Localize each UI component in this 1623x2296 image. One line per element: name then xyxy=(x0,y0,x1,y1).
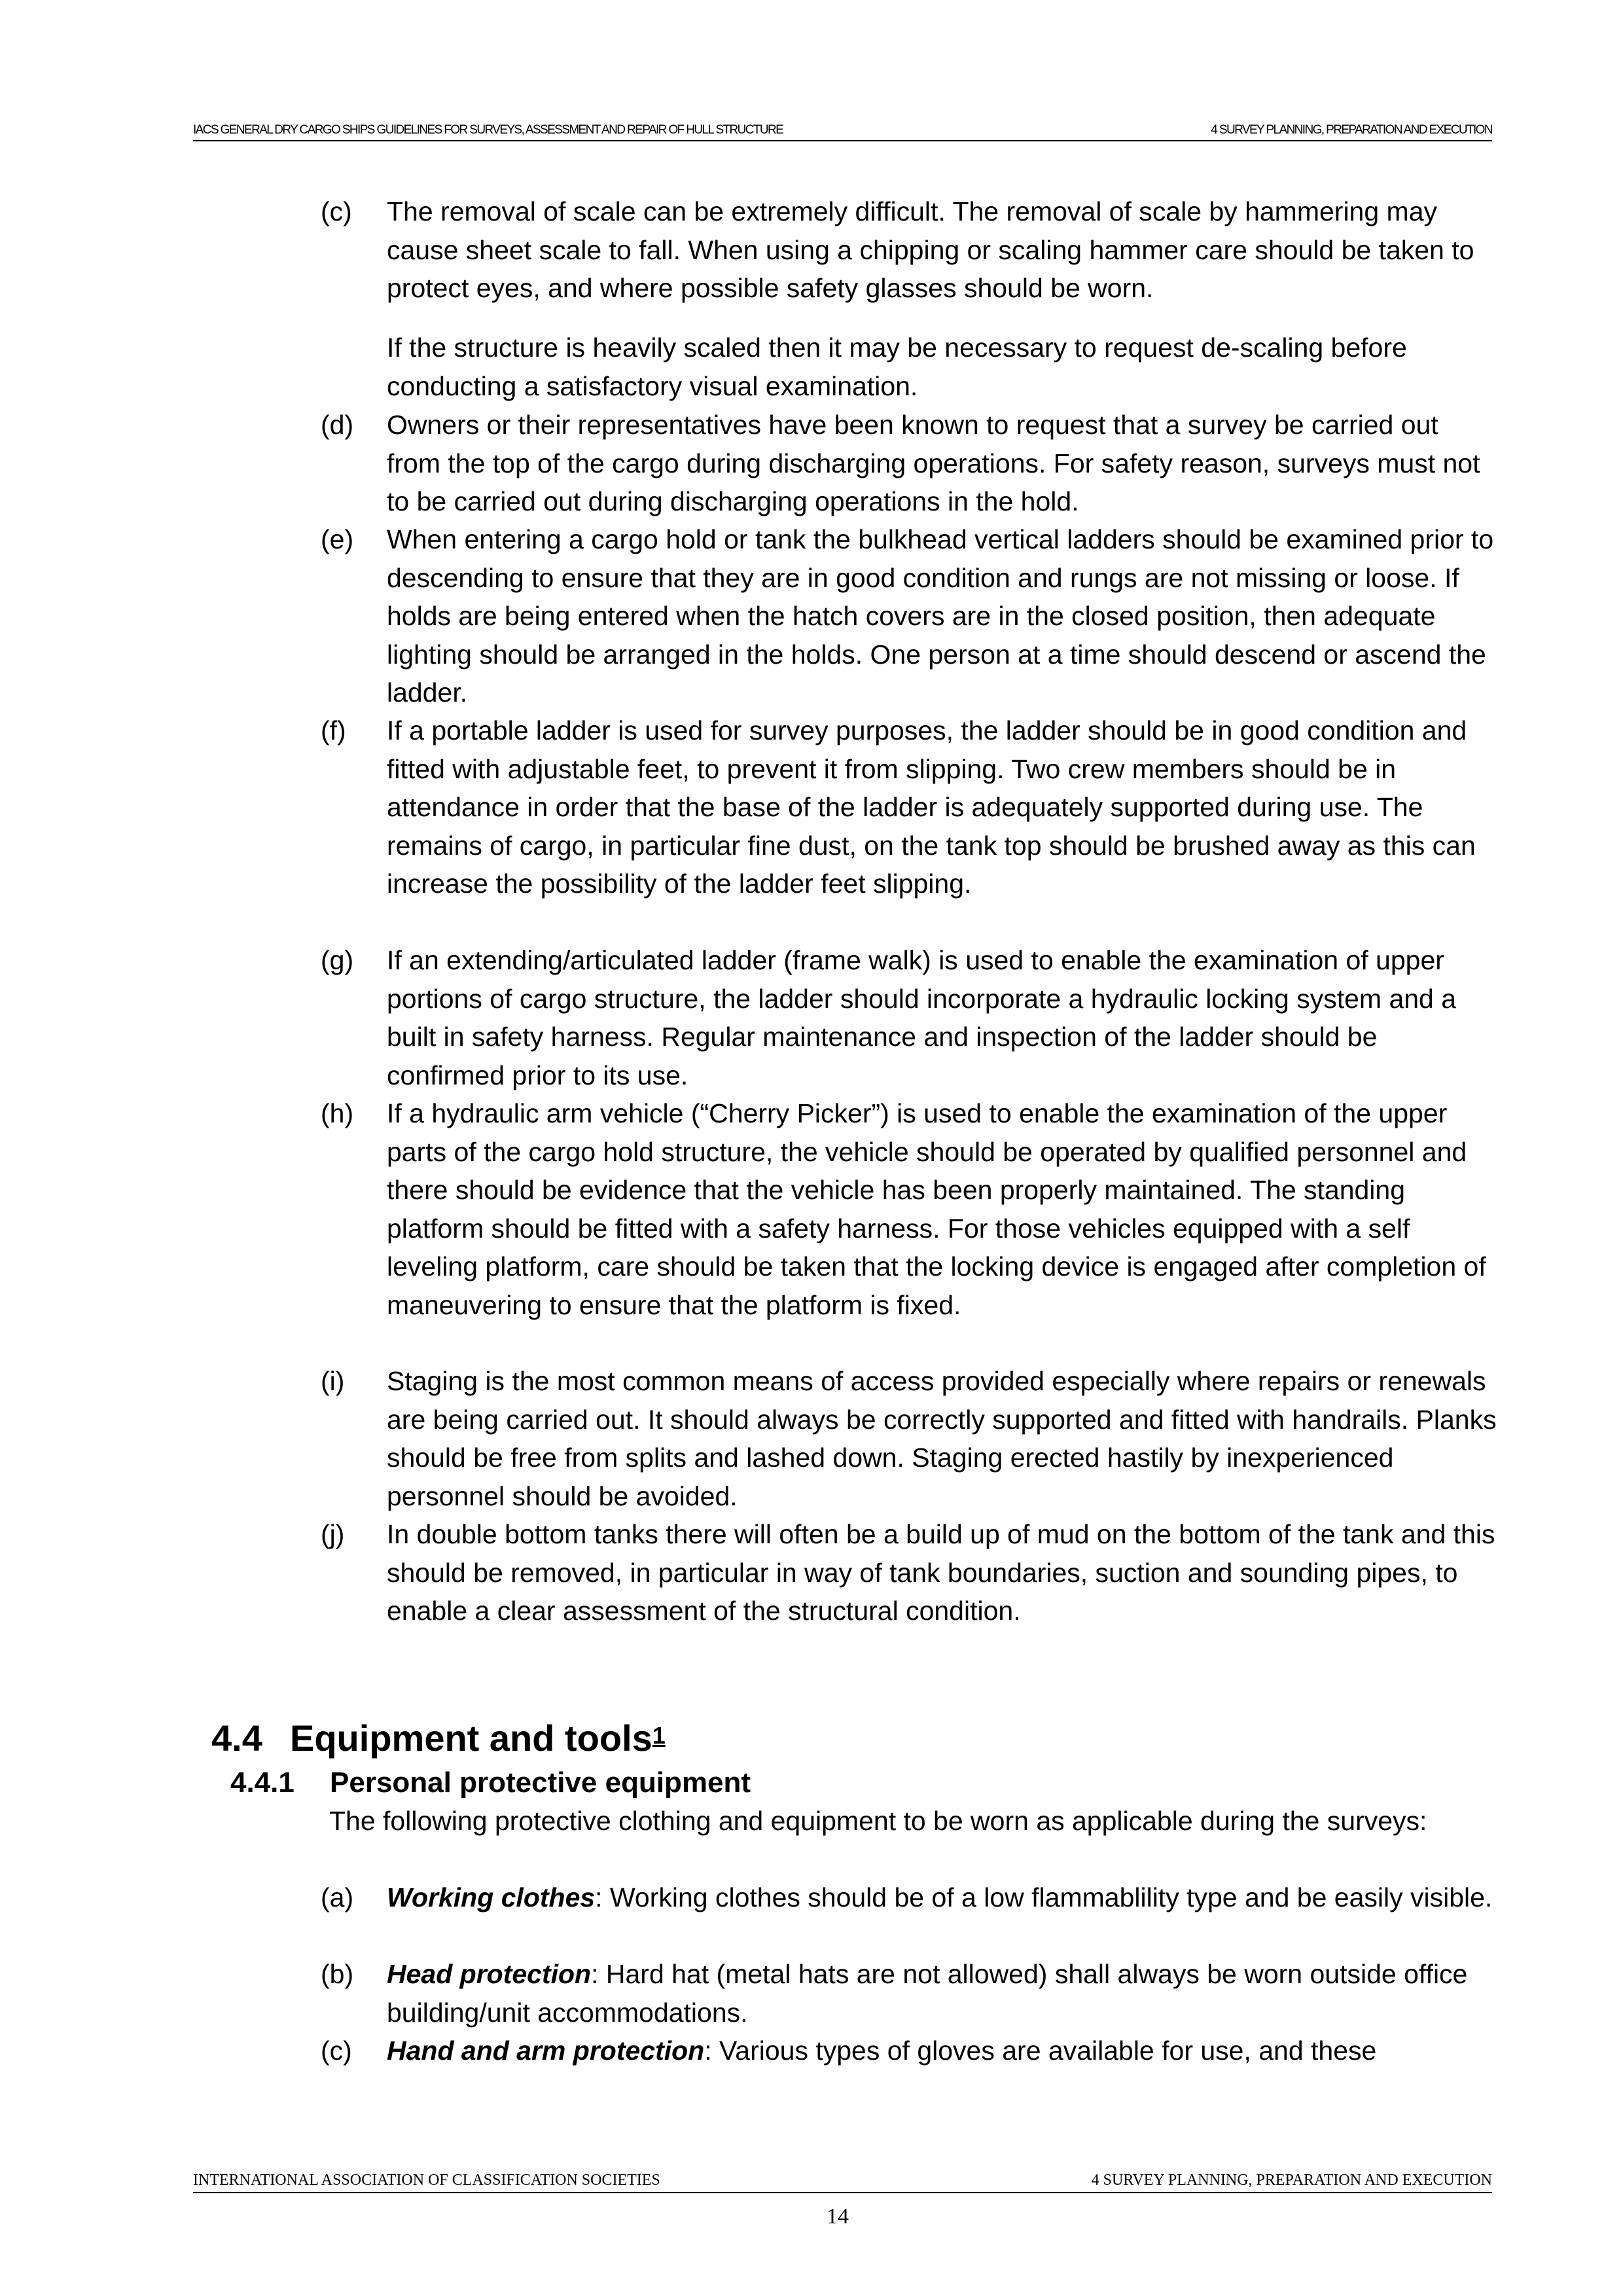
page-header xyxy=(193,123,1492,141)
list-item-j xyxy=(321,1515,1499,1630)
section-title: Equipment and tools xyxy=(290,1717,652,1759)
list-item-c xyxy=(321,192,1499,308)
list-item-label: (g) xyxy=(321,945,354,975)
section-heading xyxy=(211,1716,666,1761)
list-item-label: (a) xyxy=(321,1882,354,1912)
list-item-d xyxy=(321,406,1499,521)
page-footer xyxy=(193,2172,1492,2193)
list-item-label: (f) xyxy=(321,715,346,745)
list-item-h xyxy=(321,1094,1499,1324)
list-item-label: (b) xyxy=(321,1959,354,1989)
list-item-text: If a portable ladder is used for survey purposes, the ladder should be in good condition and fitted with adjustable feet, to prevent it from slipping. Two crew members should be in attendance in order that the base of the ladder is adequately supported during use. The remains of cargo, in particular fine dust, on the tank top should be brushed away as this can increase the possibility of the ladder feet slipping. xyxy=(387,715,1476,899)
ppe-description: : Various types of gloves are available for use, and these xyxy=(704,2036,1377,2066)
footnote-reference[interactable]: 1 xyxy=(652,1722,666,1749)
header-left-title: IACS GENERAL DRY CARGO SHIPS GUIDELINES FOR SURVEYS, ASSESSMENT AND REPAIR OF HULL STRUCTURE xyxy=(193,123,783,137)
header-right-title: 4 SURVEY PLANNING, PREPARATION AND EXECUTION xyxy=(1211,123,1492,137)
list-item-text: Owners or their representatives have been known to request that a survey be carried out from the top of the cargo during discharging operations. For safety reason, surveys must not to be carried out during discharging operations in the hold. xyxy=(387,410,1480,516)
list-item-label: (d) xyxy=(321,410,354,440)
list-item-e xyxy=(321,520,1499,712)
page-number: 14 xyxy=(827,2204,849,2229)
section-number: 4.4 xyxy=(211,1717,262,1759)
list-item-text xyxy=(387,1955,1499,2032)
list-item-label: (i) xyxy=(321,1366,345,1396)
ppe-term: Working clothes xyxy=(387,1882,596,1912)
list-item-f xyxy=(321,711,1499,903)
list-item-text: The removal of scale can be extremely difficult. The removal of scale by hammering may cause sheet scale to fall. When using a chipping or scaling hammer care should be taken to protect eyes, and where possible safety glasses should be worn. xyxy=(387,196,1474,303)
list-item-text xyxy=(387,1878,1499,1917)
list-item-label: (c) xyxy=(321,2036,352,2066)
list-item-g xyxy=(321,941,1499,1094)
subsection-heading xyxy=(230,1764,751,1802)
list-item-text xyxy=(387,2032,1499,2070)
list-item-label: (c) xyxy=(321,196,352,226)
ppe-description: : Hard hat (metal hats are not allowed) shall always be worn outside office building/unit accommodations. xyxy=(387,1959,1468,2028)
ppe-item-a xyxy=(321,1878,1499,1917)
subsection-title: Personal protective equipment xyxy=(330,1767,751,1799)
list-item-text: If a hydraulic arm vehicle (“Cherry Picker”) is used to enable the examination of the upper parts of the cargo hold structure, the vehicle should be operated by qualified personnel and there should be evidence that the vehicle has been properly maintained. The standing platform should be fitted with a safety harness. For those vehicles equipped with a self leveling platform, care should be taken that the locking device is engaged after completion of maneuvering to ensure that the platform is fixed. xyxy=(387,1098,1486,1320)
list-item-label: (e) xyxy=(321,524,354,554)
ppe-term: Head protection xyxy=(387,1959,592,1989)
list-item-text: Staging is the most common means of access provided especially where repairs or renewals are being carried out. It should always be correctly supported and fitted with handrails. Planks should be free from splits and lashed down. Staging erected hastily by inexperienced personnel should be avoided. xyxy=(387,1366,1497,1511)
list-item-text: If an extending/articulated ladder (frame walk) is used to enable the examination of upper portions of cargo structure, the ladder should incorporate a hydraulic locking system and a built in safety harness. Regular maintenance and inspection of the ladder should be confirmed prior to its use. xyxy=(387,945,1457,1090)
list-item-text: In double bottom tanks there will often be a build up of mud on the bottom of the tank and this should be removed, in particular in way of tank boundaries, suction and sounding pipes, to enable a clear assessment of the structural condition. xyxy=(387,1519,1495,1626)
paragraph-descaling: If the structure is heavily scaled then it may be necessary to request de-scaling before conducting a satisfactory visual examination. xyxy=(387,332,1407,401)
subsection-number: 4.4.1 xyxy=(230,1767,294,1799)
list-item-text: When entering a cargo hold or tank the bulkhead vertical ladders should be examined prior to descending to ensure that they are in good condition and rungs are not missing or loose. If holds are being entered when the hatch covers are in the closed position, then adequate lighting should be arranged in the holds. One person at a time should descend or ascend the ladder. xyxy=(387,524,1494,708)
list-item-label: (h) xyxy=(321,1098,354,1128)
ppe-item-b xyxy=(321,1955,1499,2032)
ppe-item-c xyxy=(321,2032,1499,2070)
ppe-term: Hand and arm protection xyxy=(387,2036,705,2066)
footer-right: 4 SURVEY PLANNING, PREPARATION AND EXECUTION xyxy=(1091,2172,1492,2189)
list-item-i xyxy=(321,1362,1499,1515)
subsection-intro: The following protective clothing and equipment to be worn as applicable during the surveys: xyxy=(329,1806,1427,1836)
ppe-description: : Working clothes should be of a low flammablility type and be easily visible. xyxy=(595,1882,1493,1912)
footer-left: INTERNATIONAL ASSOCIATION OF CLASSIFICATION SOCIETIES xyxy=(193,2172,660,2189)
list-item-label: (j) xyxy=(321,1519,345,1549)
